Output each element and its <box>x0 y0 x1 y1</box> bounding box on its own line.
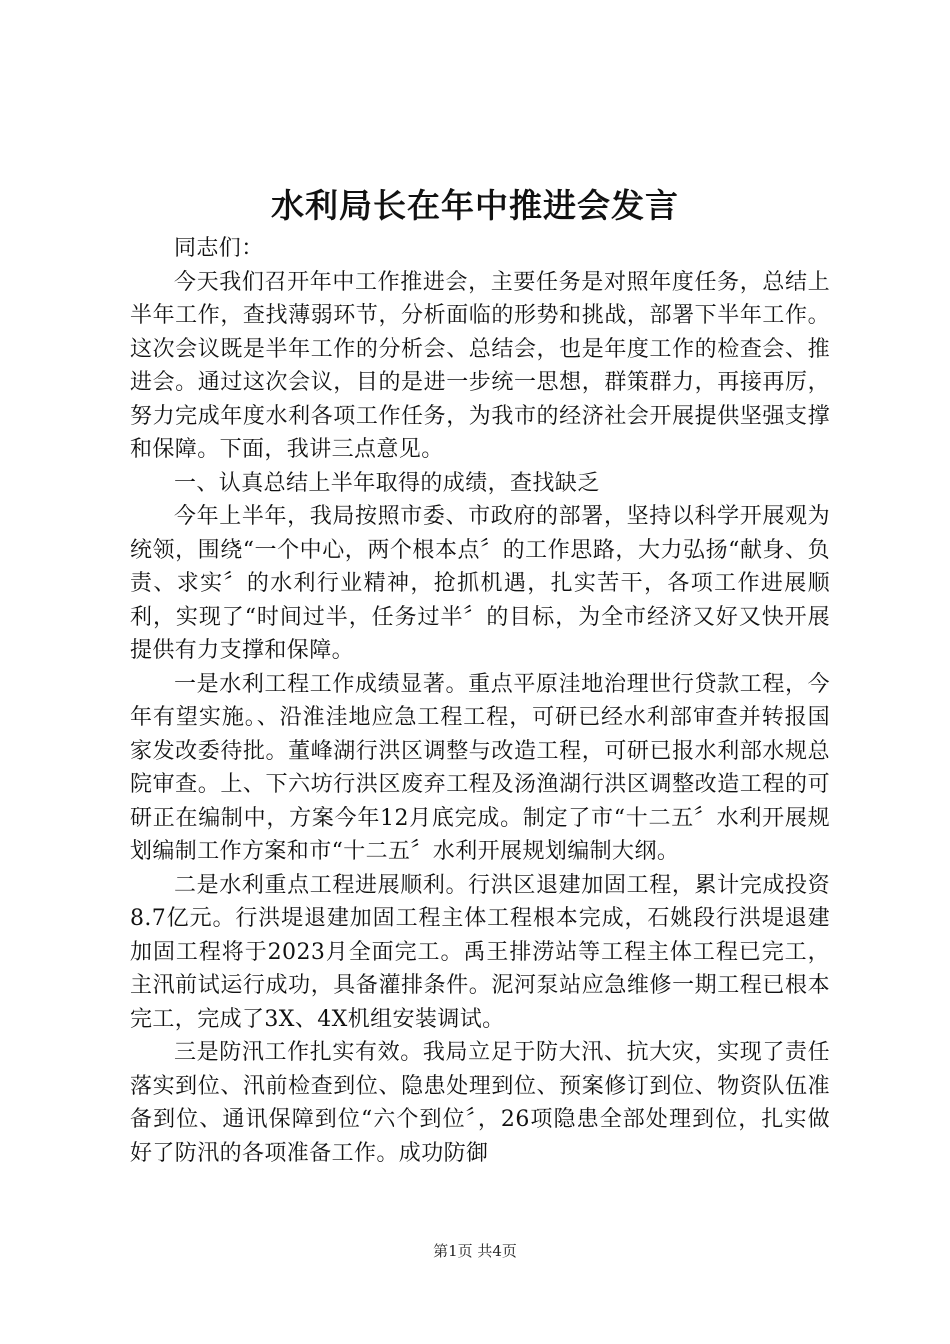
paragraph-summary: 今年上半年，我局按照市委、市政府的部署，坚持以科学开展观为统领，围绕“一个中心，两个根本点〞的工作思路，大力弘扬“献身、负责、求实〞的水利行业精神，抢抓机遇，扎实苦干，各项工作进展顺利，实现了“时间过半，任务过半〞的目标，为全市经济又好又快开展提供有力支撑和保障。 <box>130 504 830 663</box>
document-title: 水利局长在年中推进会发言 <box>271 186 679 225</box>
section-heading-1: 一、认真总结上半年取得的成绩，查找缺乏 <box>174 470 600 496</box>
salutation: 同志们： <box>174 236 264 261</box>
document-body <box>130 232 830 1170</box>
page-footer: 第1页 共4页 <box>433 1242 517 1260</box>
paragraph-point-2: 二是水利重点工程进展顺利。行洪区退建加固工程，累计完成投资8.7亿元。行洪堤退建加固工程主体工程根本完成，石姚段行洪堤退建加固工程将于2023月全面完工。禹王排涝站等工程主体工程已完工，主汛前试运行成功，具备灌排条件。泥河泵站应急维修一期工程已根本完工，完成了3X、4X机组安装调试。 <box>130 872 830 1032</box>
paragraph-point-3: 三是防汛工作扎实有效。我局立足于防大汛、抗大灾，实现了责任落实到位、汛前检查到位、隐患处理到位、预案修订到位、物资队伍准备到位、通讯保障到位“六个到位〞，26项隐患全部处理到位，扎实做好了防汛的各项准备工作。成功防御 <box>130 1040 830 1166</box>
paragraph-intro: 今天我们召开年中工作推进会，主要任务是对照年度任务，总结上半年工作，查找薄弱环节，分析面临的形势和挑战，部署下半年工作。这次会议既是半年工作的分析会、总结会，也是年度工作的检查会、推进会。通过这次会议，目的是进一步统一思想，群策群力，再接再厉，努力完成年度水利各项工作任务，为我市的经济社会开展提供坚强支撑和保障。下面，我讲三点意见。 <box>130 269 830 462</box>
paragraph-point-1: 一是水利工程工作成绩显著。重点平原洼地治理世行贷款工程，今年有望实施。、沿淮洼地应急工程工程，可研已经水利部审查并转报国家发改委待批。董峰湖行洪区调整与改造工程，可研已报水利部水规总院审查。上、下六坊行洪区废弃工程及汤渔湖行洪区调整改造工程的可研正在编制中，方案今年12月底完成。制定了市“十二五〞水利开展规划编制工作方案和市“十二五〞水利开展规划编制大纲。 <box>130 671 830 864</box>
